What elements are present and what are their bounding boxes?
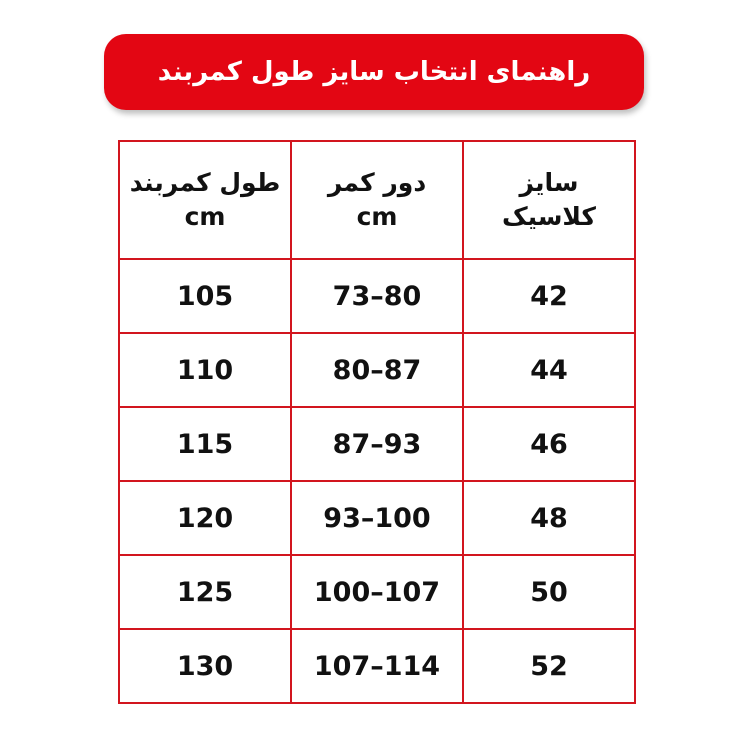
cell-length: 120 — [119, 481, 291, 555]
header-classic-size — [463, 141, 635, 259]
cell-waist: 100–107 — [291, 555, 463, 629]
cell-waist: 107–114 — [291, 629, 463, 703]
header-belt-length-unit: cm — [184, 202, 226, 231]
table-row — [119, 259, 635, 333]
cell-length: 115 — [119, 407, 291, 481]
table-row — [119, 481, 635, 555]
cell-waist: 80–87 — [291, 333, 463, 407]
header-classic-size-line2: کلاسیک — [502, 202, 596, 231]
cell-length: 105 — [119, 259, 291, 333]
table-row — [119, 555, 635, 629]
cell-waist: 73–80 — [291, 259, 463, 333]
table-row — [119, 333, 635, 407]
header-waist-unit: cm — [356, 202, 398, 231]
cell-size: 42 — [463, 259, 635, 333]
header-classic-size-line1: سایز — [519, 168, 579, 198]
cell-waist: 93–100 — [291, 481, 463, 555]
title-banner — [104, 34, 644, 110]
header-belt-length-line1: طول کمربند — [129, 168, 281, 198]
header-belt-length — [119, 141, 291, 259]
size-chart-table — [118, 140, 636, 704]
cell-length: 110 — [119, 333, 291, 407]
page-title: راهنمای انتخاب سایز طول کمربند — [157, 57, 591, 87]
cell-size: 46 — [463, 407, 635, 481]
cell-size: 48 — [463, 481, 635, 555]
cell-size: 50 — [463, 555, 635, 629]
cell-size: 52 — [463, 629, 635, 703]
cell-waist: 87–93 — [291, 407, 463, 481]
cell-length: 130 — [119, 629, 291, 703]
cell-size: 44 — [463, 333, 635, 407]
header-waist — [291, 141, 463, 259]
header-waist-line1: دور کمر — [327, 168, 427, 198]
cell-length: 125 — [119, 555, 291, 629]
table-row — [119, 407, 635, 481]
table-header-row — [119, 141, 635, 259]
table-row — [119, 629, 635, 703]
